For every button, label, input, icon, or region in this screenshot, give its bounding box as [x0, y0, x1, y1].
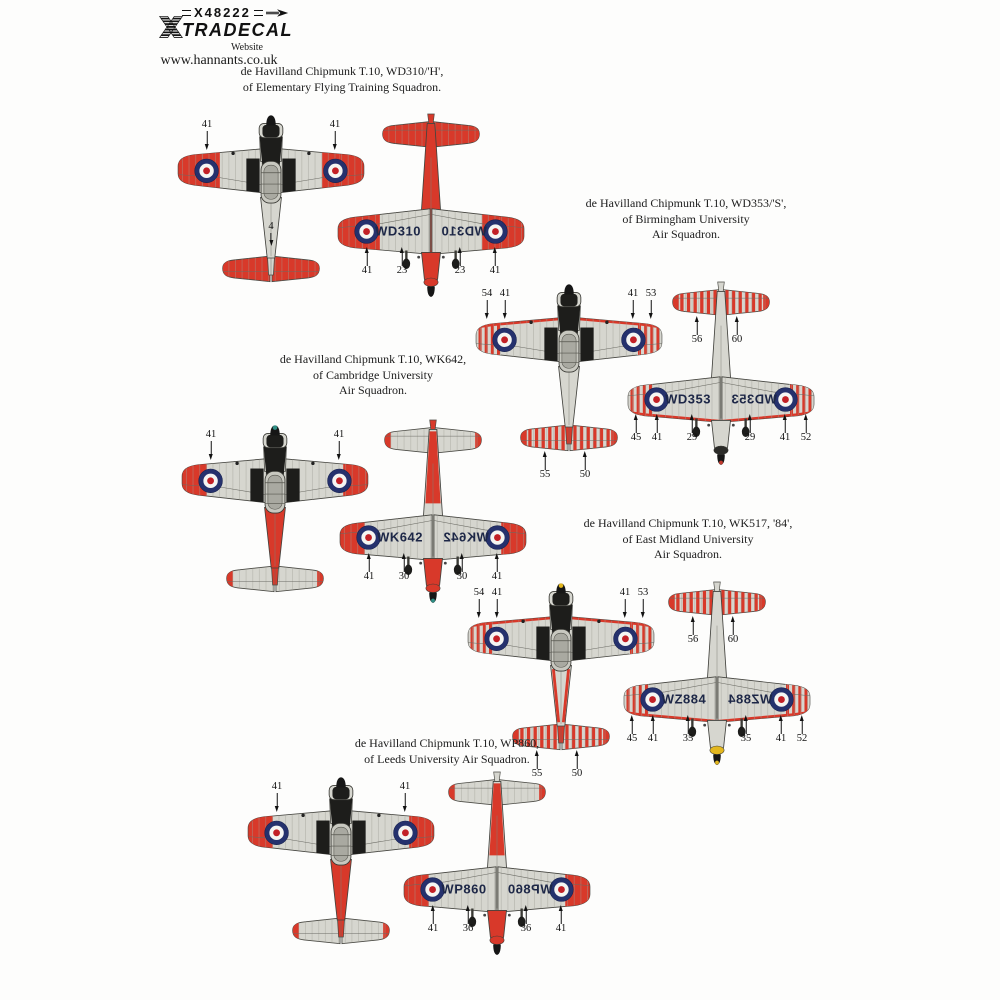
underwing-serial-mirrored: WD310	[441, 223, 487, 239]
logo-dash	[254, 10, 263, 16]
decal-callout: 45	[626, 715, 639, 745]
decal-callout: 60	[727, 616, 740, 646]
brand-name: TRADECAL	[182, 20, 293, 40]
decal-callout: 56	[691, 316, 704, 346]
caption-line: of Birmingham University	[622, 211, 750, 226]
underwing-serial: WD310	[375, 223, 421, 239]
decal-callout: 53	[645, 289, 658, 319]
scheme-caption	[516, 196, 856, 243]
decal-callout: 36	[462, 905, 475, 935]
decal-callout: 45	[630, 414, 643, 444]
decal-callout: 41	[779, 414, 792, 444]
decal-callout: 50	[571, 750, 584, 780]
decal-callout: 41	[619, 588, 632, 618]
decal-callout: 41	[201, 120, 214, 150]
underwing-serial: WK642	[377, 529, 423, 545]
decal-callout: 41	[491, 588, 504, 618]
decal-callout: 41	[363, 553, 376, 583]
underwing-serial: WP860	[441, 881, 487, 897]
product-code: X48222	[194, 5, 251, 20]
aircraft-icon	[266, 8, 290, 18]
decal-callout: 41	[491, 553, 504, 583]
decal-callout: 30	[456, 553, 469, 583]
wp860-bottom-view	[388, 768, 606, 958]
scheme-caption	[518, 516, 858, 563]
caption-line: de Havilland Chipmunk T.10, WP860,	[354, 736, 540, 750]
caption-line: of Cambridge University	[313, 367, 433, 382]
caption-line: Air Squadron.	[339, 383, 407, 398]
decal-callout: 41	[333, 430, 346, 460]
wk642-bottom-view	[324, 416, 542, 606]
decal-callout: 29	[686, 414, 699, 444]
caption-line: de Havilland Chipmunk T.10, WK517, '84',	[583, 516, 793, 530]
decal-callout: 35	[740, 715, 753, 745]
caption-line: of East Midland University	[622, 531, 754, 546]
scheme-caption	[203, 352, 543, 399]
decal-callout: 41	[361, 247, 374, 277]
underwing-serial: WZ884	[661, 691, 707, 707]
decal-callout: 52	[800, 414, 813, 444]
decal-callout: 41	[647, 715, 660, 745]
website-label: Website	[231, 42, 263, 53]
decal-callout: 53	[637, 588, 650, 618]
caption-line: of Elementary Flying Training Squadron.	[242, 79, 442, 94]
decal-callout: 55	[539, 451, 552, 481]
caption-line: Air Squadron.	[654, 547, 722, 562]
caption-line: de Havilland Chipmunk T.10, WD353/'S',	[585, 196, 787, 210]
decal-callout: 41	[555, 905, 568, 935]
underwing-serial-mirrored: WK642	[443, 529, 489, 545]
decal-callout: 54	[473, 588, 486, 618]
decal-callout: 41	[399, 782, 412, 812]
decal-callout: 41	[271, 782, 284, 812]
caption-line: of Leeds University Air Squadron.	[364, 751, 530, 766]
brand-header	[158, 5, 308, 69]
decal-callout: 41	[651, 414, 664, 444]
decal-callout: 41	[205, 430, 218, 460]
decal-callout: 29	[744, 414, 757, 444]
decal-callout: 41	[499, 289, 512, 319]
decal-callout: 41	[427, 905, 440, 935]
decal-callout: 30	[398, 553, 411, 583]
caption-line: de Havilland Chipmunk T.10, WK642,	[279, 352, 467, 366]
scheme-caption	[172, 64, 512, 95]
decal-callout: 23	[396, 247, 409, 277]
wd310-bottom-view	[322, 110, 540, 300]
decal-callout: 41	[489, 247, 502, 277]
decal-callout: 41	[627, 289, 640, 319]
decal-callout: 4	[267, 222, 274, 246]
underwing-serial-mirrored: WD353	[731, 391, 777, 407]
underwing-serial-mirrored: WP860	[507, 881, 553, 897]
decal-callout: 36	[520, 905, 533, 935]
caption-line: de Havilland Chipmunk T.10, WD310/'H',	[240, 64, 444, 78]
decal-callout: 54	[481, 289, 494, 319]
website-url: www.hannants.co.uk	[160, 53, 278, 68]
decal-callout: 55	[531, 750, 544, 780]
xtradecal-x-logo-icon	[158, 14, 184, 40]
decal-callout: 56	[687, 616, 700, 646]
decal-callout: 41	[775, 715, 788, 745]
decal-callout: 50	[579, 451, 592, 481]
scheme-caption	[277, 736, 617, 767]
caption-line: Air Squadron.	[652, 227, 720, 242]
decal-callout: 23	[454, 247, 467, 277]
decal-callout: 52	[796, 715, 809, 745]
decal-callout: 35	[682, 715, 695, 745]
decal-callout: 60	[731, 316, 744, 346]
underwing-serial: WD353	[665, 391, 711, 407]
underwing-serial-mirrored: WZ884	[727, 691, 773, 707]
decal-callout: 41	[329, 120, 342, 150]
